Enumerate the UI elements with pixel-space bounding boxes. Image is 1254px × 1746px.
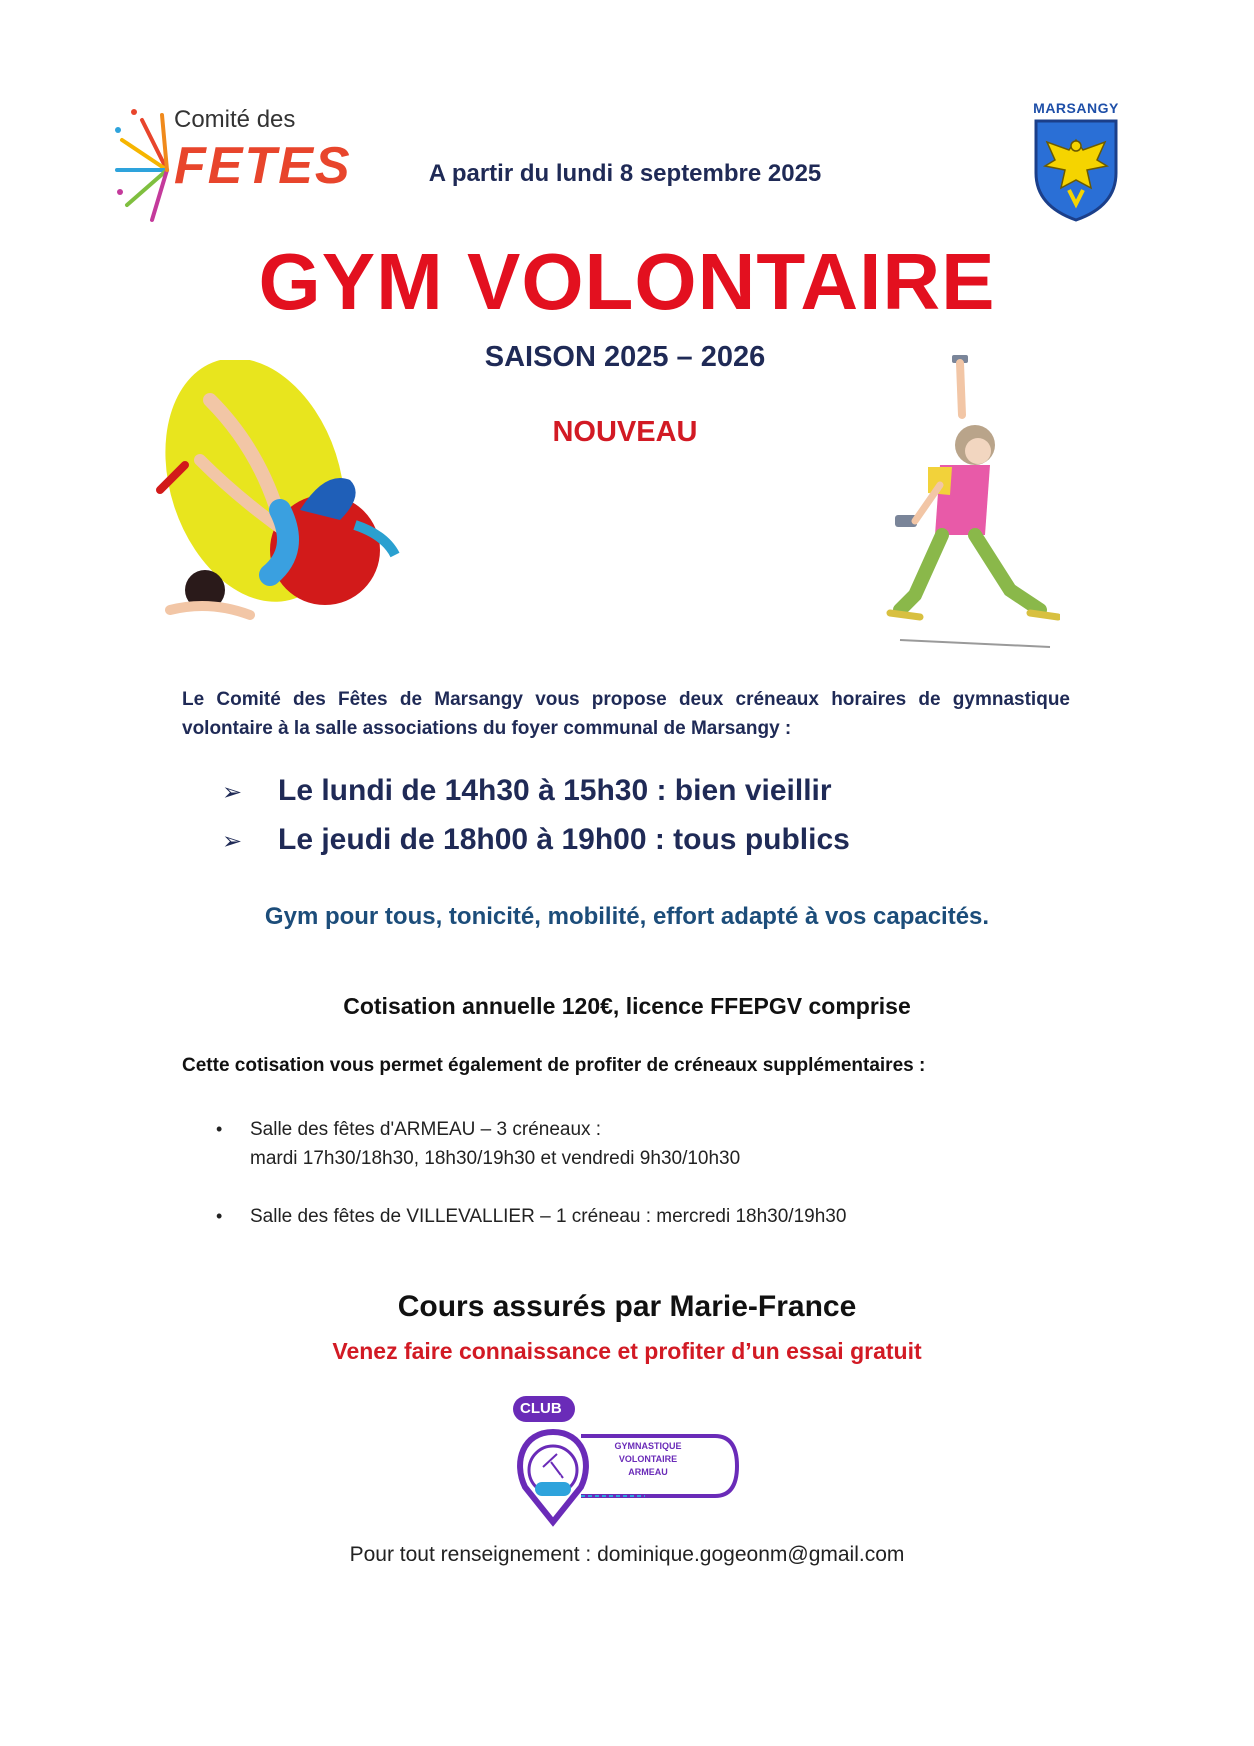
club-federation-label: EPGV (536, 1474, 562, 1484)
gymnast-illustration (150, 360, 400, 630)
extra-slot-line: Salle des fêtes de VILLEVALLIER – 1 créneau : mercredi 18h30/19h30 (250, 1206, 847, 1227)
extra-slot-item (216, 1202, 1116, 1232)
schedule-item (222, 774, 832, 808)
new-badge: NOUVEAU (552, 416, 698, 448)
intro-paragraph: Le Comité des Fêtes de Marsangy vous propose deux créneaux horaires de gymnastique volontaire à la salle associations du foyer communal de Marsangy : (182, 689, 1070, 739)
club-badge-label: CLUB (520, 1400, 562, 1417)
senior-runner-illustration (880, 355, 1060, 655)
free-trial-invite: Venez faire connaissance et profiter d’un essai gratuit (332, 1338, 922, 1364)
comite-des-fetes-logo (112, 100, 352, 230)
fetes-logo-line1: Comité des (174, 106, 296, 133)
eagle-shield-icon (1033, 118, 1119, 223)
marsangy-crest (1026, 100, 1126, 230)
fetes-logo-line2: FETES (174, 137, 352, 195)
contact-line: Pour tout renseignement : dominique.gogeonm@gmail.com (349, 1543, 905, 1566)
page-title: GYM VOLONTAIRE (258, 237, 996, 326)
extra-slot-line: mardi 17h30/18h30, 18h30/19h30 et vendredi 9h30/10h30 (250, 1148, 741, 1169)
bullet-icon: • (216, 1119, 223, 1139)
extra-slots-intro: Cette cotisation vous permet également de profiter de créneaux supplémentaires : (182, 1055, 926, 1076)
club-epgv-logo (505, 1392, 745, 1532)
season-label: SAISON 2025 – 2026 (484, 341, 766, 373)
extra-slot-item (216, 1115, 1116, 1175)
start-date: A partir du lundi 8 septembre 2025 (428, 160, 822, 187)
tagline: Gym pour tous, tonicité, mobilité, effort adapté à vos capacités. (264, 903, 990, 930)
extra-slot-line: Salle des fêtes d'ARMEAU – 3 créneaux : (250, 1119, 602, 1140)
fireworks-icon (112, 100, 182, 230)
schedule-item-text: Le jeudi de 18h00 à 19h00 : tous publics (278, 823, 850, 856)
annual-fee: Cotisation annuelle 120€, licence FFEPGV comprise (343, 993, 911, 1019)
arrow-bullet-icon: ➢ (222, 779, 243, 806)
bullet-icon: • (216, 1206, 223, 1226)
schedule-item (222, 823, 850, 857)
schedule-item-text: Le lundi de 14h30 à 15h30 : bien vieillir (278, 774, 832, 807)
club-name: GYMNASTIQUE VOLONTAIRE ARMEAU (614, 1441, 682, 1477)
marsangy-label: MARSANGY (1033, 100, 1119, 116)
coach-line: Cours assurés par Marie-France (397, 1290, 857, 1323)
arrow-bullet-icon: ➢ (222, 828, 243, 855)
